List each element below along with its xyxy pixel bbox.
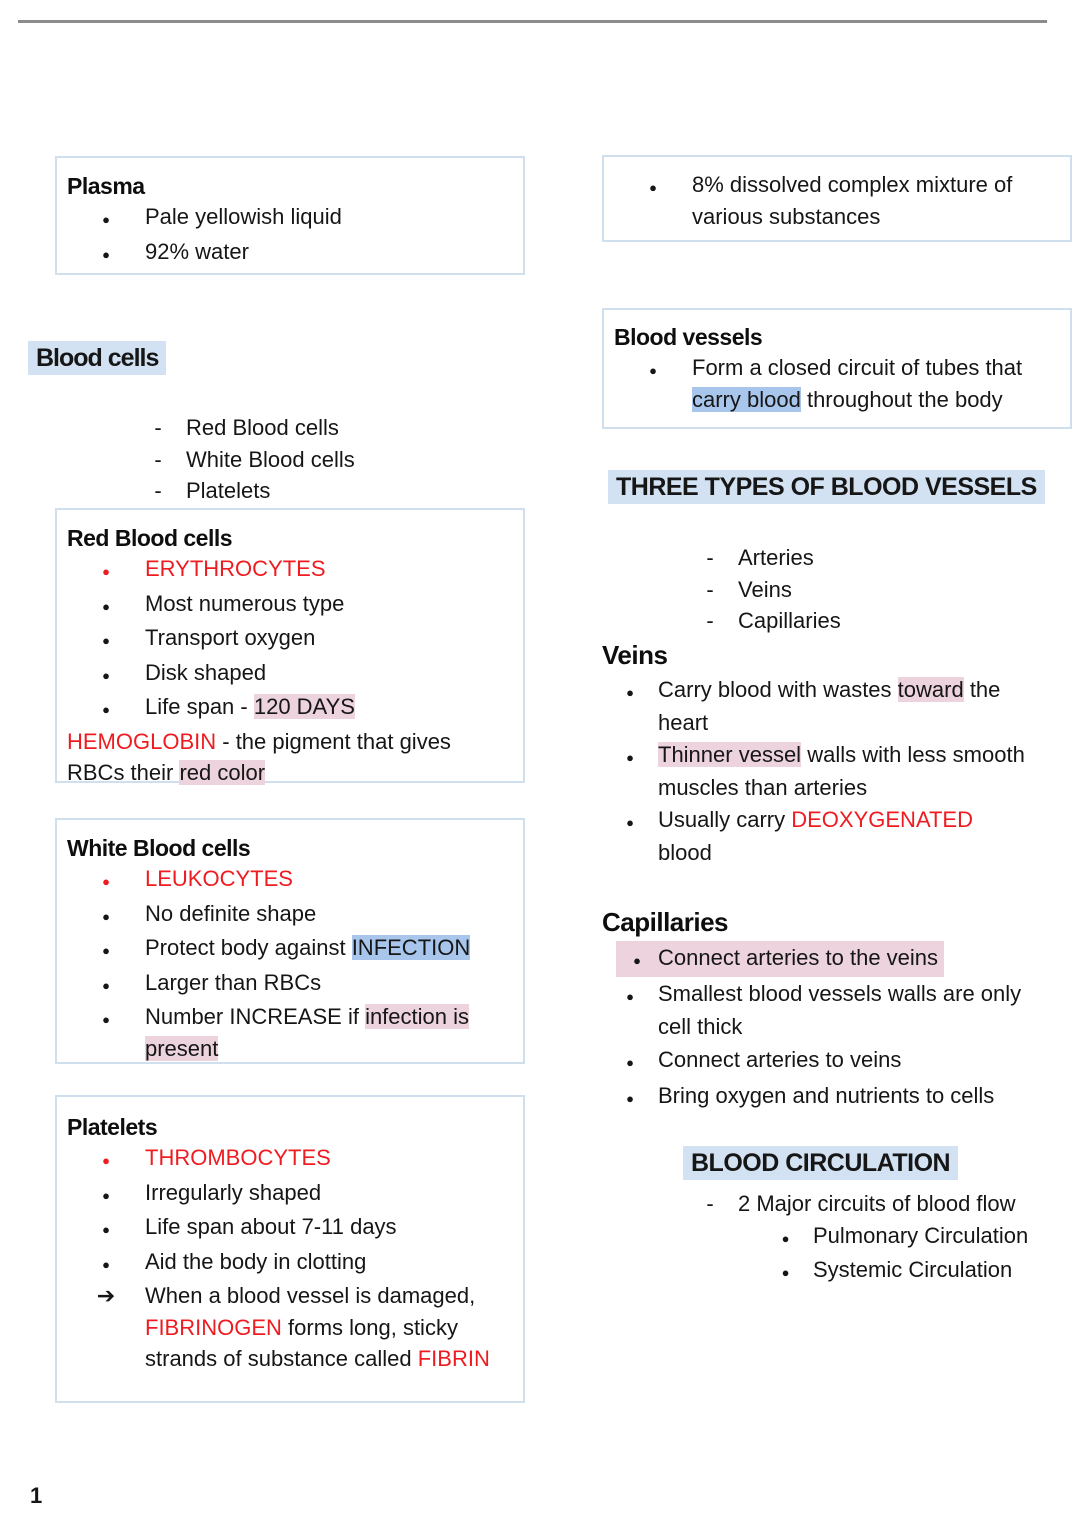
list-item-text: Smallest blood vessels walls are only cell thick [658, 981, 1022, 1039]
vessel-text: throughout the body [800, 386, 1003, 412]
wbc-highlight: infection is present [145, 1004, 470, 1061]
red-blood-cells-heading: Red Blood cells [67, 525, 233, 551]
bullet-icon: ● [626, 750, 634, 765]
note-text: - the pigment that gives RBCs their [67, 728, 451, 785]
list-item [682, 1220, 1062, 1255]
list-item [67, 236, 511, 271]
bullet-icon: ● [633, 953, 641, 968]
list-item-text: No definite shape [145, 900, 317, 926]
plasma-continuation-box [602, 155, 1072, 242]
bullet-icon: ● [102, 598, 110, 614]
list-item-text [658, 739, 1028, 804]
blood-cells-heading: Blood cells [28, 341, 166, 375]
bullet-icon: ● [102, 1187, 110, 1203]
list-item [602, 1043, 1050, 1079]
list-item [130, 475, 460, 507]
list-item-text: Disk shaped [145, 659, 267, 685]
platelets-heading: Platelets [67, 1114, 158, 1140]
hemoglobin-note [67, 726, 511, 789]
list-item [67, 201, 511, 236]
bullet-icon: ● [102, 1222, 110, 1237]
veins-list [602, 674, 1050, 869]
bullet-icon: ● [102, 212, 110, 227]
list-item-text: Irregularly shaped [145, 1179, 322, 1205]
bullet-icon: ● [649, 363, 657, 378]
bullet-icon: ● [781, 1265, 790, 1280]
key-term: FIBRIN [417, 1346, 490, 1371]
list-item [682, 542, 1012, 574]
list-item [67, 622, 511, 657]
list-item-text: Most numerous type [145, 590, 345, 616]
list-item-text: Transport oxygen [145, 625, 316, 650]
bullet-icon: ● [626, 1091, 634, 1106]
platelets-box [55, 1095, 525, 1403]
bullet-icon: ● [781, 1230, 790, 1246]
list-item-text [692, 352, 1058, 415]
list-item [67, 691, 511, 726]
plasma-box [55, 156, 525, 275]
dash-icon: - [706, 545, 714, 570]
list-item-text [145, 1280, 511, 1375]
wbc-text: Protect body against [145, 935, 352, 960]
veins-text: blood [658, 839, 712, 865]
list-item-text: 92% water [145, 238, 249, 264]
vessel-text: Form a closed circuit of tubes that [692, 355, 1023, 380]
list-item-text: Bring oxygen and nutrients to cells [658, 1083, 995, 1108]
list-item-text: Platelets [186, 478, 271, 503]
red-blood-cells-box [55, 508, 525, 783]
key-term: LEUKOCYTES [145, 866, 293, 891]
arrow-icon: ➔ [96, 1283, 116, 1308]
white-blood-cells-heading: White Blood cells [67, 835, 251, 861]
list-item [614, 169, 1058, 232]
list-item [602, 739, 1050, 804]
blood-cells-heading-wrap [28, 341, 166, 375]
bullet-icon: ● [102, 874, 110, 889]
wbc-highlight: INFECTION [351, 935, 471, 960]
bullet-icon: ● [102, 564, 110, 579]
bullet-icon: ● [102, 977, 110, 993]
bullet-icon: ● [102, 908, 110, 924]
list-item-text [145, 691, 511, 723]
list-item [602, 1079, 1050, 1115]
bullet-icon: ● [102, 1012, 110, 1027]
list-item [682, 605, 1012, 637]
list-item-text: Veins [738, 576, 792, 602]
key-term: HEMOGLOBIN [67, 728, 217, 754]
list-item-highlighted [616, 941, 944, 977]
list-item [682, 574, 1012, 606]
veins-heading: Veins [602, 640, 668, 670]
list-item [67, 1211, 511, 1246]
veins-text: Carry blood with wastes [658, 677, 898, 702]
key-term: THROMBOCYTES [145, 1145, 331, 1170]
dash-icon: - [706, 576, 714, 602]
list-item-text [658, 674, 1028, 739]
blood-vessels-box [602, 308, 1072, 429]
bullet-icon: ● [102, 943, 110, 958]
blood-vessels-heading: Blood vessels [614, 324, 763, 350]
list-item [67, 1001, 511, 1064]
key-term: FIBRINOGEN [145, 1314, 282, 1340]
list-item-text: Red Blood cells [186, 415, 339, 440]
vessel-types-list [682, 542, 1012, 637]
list-item [602, 674, 1050, 739]
dash-icon: - [154, 446, 162, 472]
bullet-icon: ● [102, 1153, 110, 1168]
list-item-text [658, 804, 1028, 869]
blood-circulation-heading-wrap [683, 1146, 958, 1180]
list-item [67, 898, 511, 933]
three-types-heading: THREE TYPES OF BLOOD VESSELS [608, 470, 1045, 504]
list-item [130, 412, 460, 444]
bullet-icon: ● [626, 815, 634, 830]
capillaries-list [602, 941, 1050, 1115]
list-item-text: Life span about 7-11 days [145, 1214, 397, 1239]
bullet-icon: ● [102, 1256, 110, 1272]
list-item-text: Larger than RBCs [145, 969, 322, 995]
key-term: ERYTHROCYTES [145, 556, 326, 581]
bullet-icon: ● [626, 989, 634, 1004]
list-item [67, 657, 511, 692]
veins-text: the heart [658, 677, 1001, 735]
list-item-text: Pale yellowish liquid [145, 204, 342, 229]
list-item-text: Arteries [738, 545, 814, 570]
top-rule [18, 20, 1047, 23]
bullet-icon: ● [626, 685, 634, 700]
dash-icon: - [154, 415, 162, 440]
lifespan-text: Life span - [145, 694, 254, 719]
list-item-text: 2 Major circuits of blood flow [738, 1191, 1016, 1216]
dash-icon: - [706, 1191, 714, 1216]
list-item [67, 1280, 511, 1375]
list-item-text: Aid the body in clotting [145, 1248, 367, 1274]
wbc-text: Number INCREASE if [145, 1004, 366, 1029]
bullet-icon: ● [102, 633, 110, 648]
veins-highlight: Thinner vessel [658, 742, 802, 767]
plasma-heading: Plasma [67, 173, 145, 199]
bullet-icon: ● [626, 1055, 634, 1070]
list-item [67, 1177, 511, 1212]
list-item-text: Pulmonary Circulation [813, 1222, 1029, 1248]
dash-icon: - [154, 478, 162, 503]
list-item-text: 8% dissolved complex mixture of various substances [692, 172, 1013, 229]
list-item [682, 1254, 1062, 1289]
lifespan-highlight: 120 DAYS [253, 694, 355, 719]
list-item [67, 967, 511, 1002]
list-item [602, 804, 1050, 869]
bullet-icon: ● [102, 702, 110, 717]
vessel-highlight: carry blood [692, 386, 801, 412]
list-item [67, 932, 511, 967]
veins-text: walls with less smooth muscles than arteries [658, 742, 1025, 800]
list-item [67, 553, 511, 588]
list-item [67, 863, 511, 898]
note-highlight: red color [179, 760, 266, 785]
clotting-text: When a blood vessel is damaged, [145, 1283, 476, 1308]
key-term: DEOXYGENATED [791, 807, 973, 832]
list-item-text: White Blood cells [186, 446, 355, 472]
list-item [67, 588, 511, 623]
list-item-text: Capillaries [738, 608, 841, 633]
veins-highlight: toward [897, 677, 964, 702]
list-item [602, 977, 1050, 1043]
clotting-text: forms long, sticky strands of substance called [145, 1314, 458, 1371]
bullet-icon: ● [102, 667, 110, 683]
circulation-list [682, 1188, 1062, 1289]
list-item-text: Systemic Circulation [813, 1257, 1013, 1282]
veins-text: Usually carry [658, 807, 792, 832]
capillaries-heading: Capillaries [602, 907, 729, 937]
list-item [682, 1188, 1062, 1220]
list-item-text [145, 932, 511, 964]
list-item-text: Connect arteries to veins [658, 1047, 902, 1072]
list-item [130, 444, 460, 476]
list-item [614, 352, 1058, 415]
bullet-icon: ● [649, 180, 657, 195]
three-types-heading-wrap [608, 470, 1045, 504]
blood-circulation-heading: BLOOD CIRCULATION [683, 1146, 958, 1180]
cell-types-list [130, 412, 460, 507]
list-item [67, 1142, 511, 1177]
dash-icon: - [706, 608, 714, 633]
list-item [67, 1246, 511, 1281]
page-number: 1 [30, 1483, 43, 1508]
list-item-text [145, 1001, 511, 1064]
white-blood-cells-box [55, 818, 525, 1064]
list-item-text: Connect arteries to the veins [658, 945, 939, 970]
bullet-icon: ● [102, 246, 110, 262]
